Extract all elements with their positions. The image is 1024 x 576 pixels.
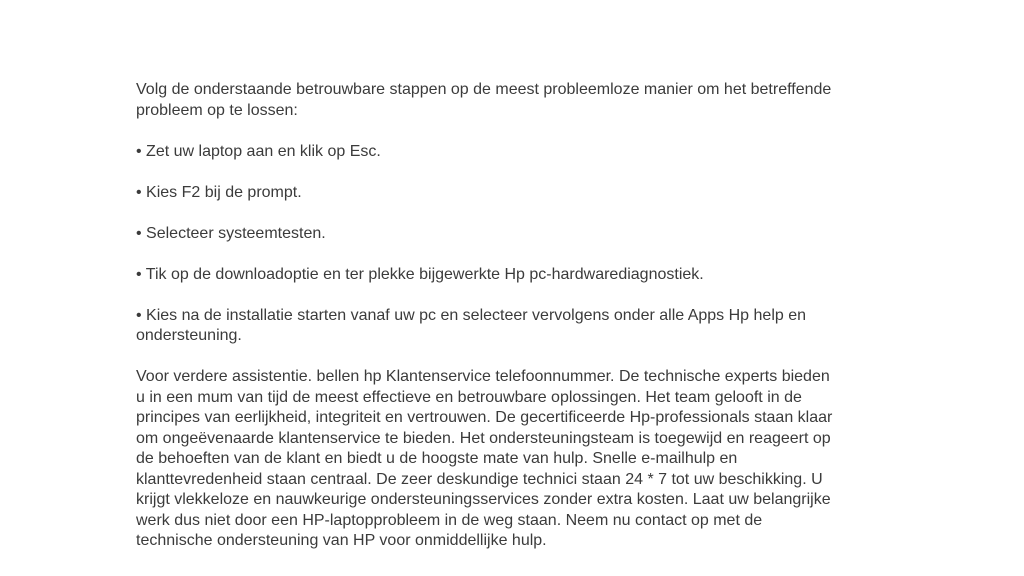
- paragraph-spacer: [136, 121, 836, 142]
- step-item-5: • Kies na de installatie starten vanaf uw pc en selecteer vervolgens onder alle Apps Hp help en ondersteuning.: [136, 306, 807, 344]
- text-body: [136, 80, 836, 552]
- step-item-1: • Zet uw laptop aan en klik op Esc.: [136, 142, 381, 160]
- paragraph-spacer: [136, 285, 836, 306]
- intro-paragraph: Volg de onderstaande betrouwbare stappen op de meest probleemloze manier om het betreffende probleem op te lossen:: [136, 81, 832, 119]
- closing-paragraph: Voor verdere assistentie. bellen hp Klantenservice telefoonnummer. De technische experts bieden u in een mum van tijd de meest effectieve en betrouwbare oplossingen. Het team gelooft in de principes van eerlijkheid, integriteit en vertrouwen. De gecertificeerde Hp-professionals staan klaar om ongeëvenaarde klantenservice te bieden. Het ondersteuningsteam is toegewijd en reageert op de behoeften van de klant en biedt u de hoogste mate van hulp. Snelle e-mailhulp en klanttevredenheid staan centraal. De zeer deskundige technici staan 24 * 7 tot uw beschikking. U krijgt vlekkeloze en nauwkeurige ondersteuningsservices zonder extra kosten. Laat uw belangrijke werk dus niet door een HP-laptopprobleem in de weg staan. Neem nu contact op met de technische ondersteuning van HP voor onmiddellijke hulp.: [136, 368, 833, 549]
- step-item-2: • Kies F2 bij de prompt.: [136, 183, 302, 201]
- step-item-4: • Tik op de downloadoptie en ter plekke bijgewerkte Hp pc-hardwarediagnostiek.: [136, 265, 704, 283]
- paragraph-spacer: [136, 162, 836, 183]
- paragraph-spacer: [136, 203, 836, 224]
- paragraph-spacer: [136, 347, 836, 368]
- paragraph-spacer: [136, 244, 836, 265]
- step-item-3: • Selecteer systeemtesten.: [136, 224, 326, 242]
